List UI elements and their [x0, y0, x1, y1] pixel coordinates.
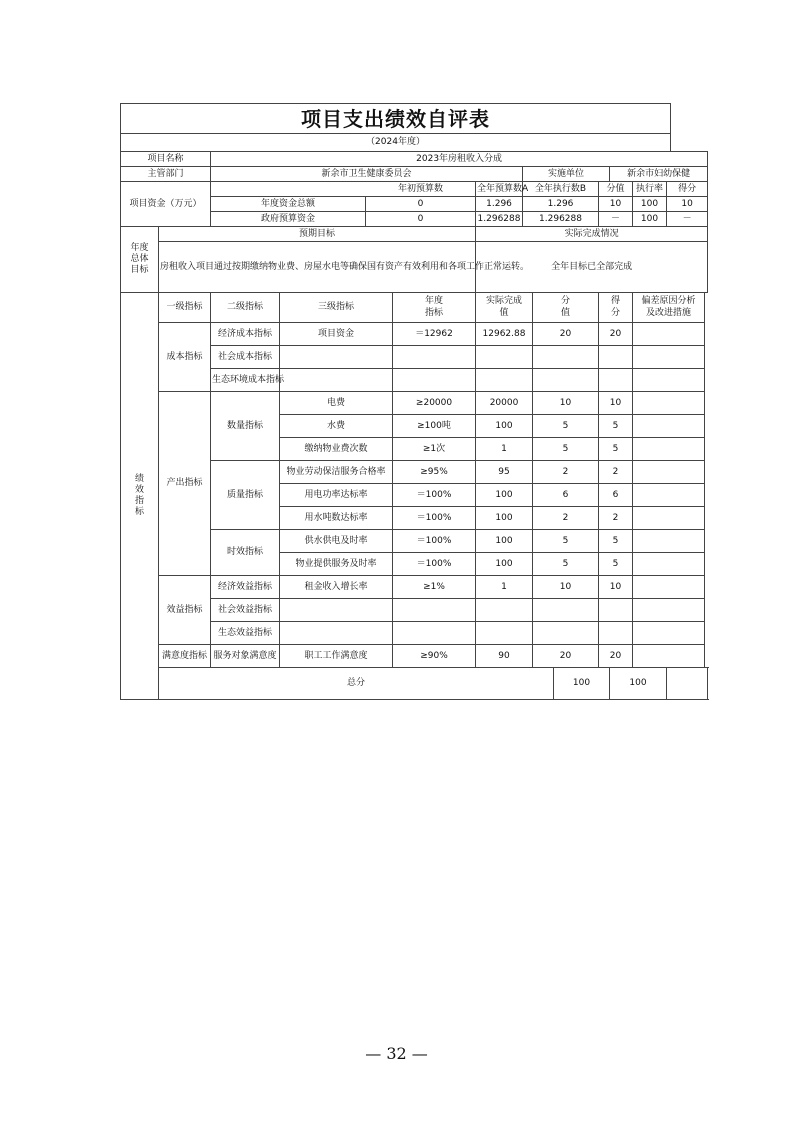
score-cell: 2: [599, 461, 633, 484]
goals-label: 年度总体目标: [121, 227, 159, 293]
value-cell: 2: [533, 461, 599, 484]
table-title: 项目支出绩效自评表: [120, 103, 671, 133]
score-cell: 20: [599, 645, 633, 668]
goals-expected: 房租收入项目通过按期缴纳物业费、房屋水电等确保国有资产有效利用和各项工作正常运转。: [159, 242, 476, 293]
year-note: （2024年度）: [120, 133, 671, 151]
level3-cell: 供水供电及时率: [280, 530, 393, 553]
level2-cell: 社会效益指标: [211, 599, 280, 622]
target-cell: ≥90%: [393, 645, 476, 668]
score-cell: 10: [599, 576, 633, 599]
funds-annual: 1.296: [476, 197, 523, 212]
funds-executed: 1.296288: [523, 212, 599, 227]
total-row: [121, 668, 708, 700]
target-cell: ＝100%: [393, 530, 476, 553]
level3-cell: 用水吨数达标率: [280, 507, 393, 530]
level1-cost: 成本指标: [159, 323, 211, 392]
funds-score-value: －: [599, 212, 633, 227]
actual-cell: 100: [476, 484, 533, 507]
level3-cell: 项目资金: [280, 323, 393, 346]
header-target: 年度指标: [393, 293, 476, 323]
funds-executed: 1.296: [523, 197, 599, 212]
actual-cell: 100: [476, 415, 533, 438]
funds-initial: 0: [366, 212, 476, 227]
table-row: [121, 392, 708, 415]
project-name-label: 项目名称: [121, 152, 211, 167]
level2-cell: 生态效益指标: [211, 622, 280, 645]
level2-quantity: 数量指标: [211, 392, 280, 461]
header-deviation: 偏差原因分析及改进措施: [633, 293, 705, 323]
score-cell: 20: [599, 323, 633, 346]
score-cell: 5: [599, 415, 633, 438]
dept-value: 新余市卫生健康委员会: [211, 167, 523, 182]
actual-cell: 90: [476, 645, 533, 668]
funds-row-name: 年度资金总额: [211, 197, 366, 212]
dept-label: 主管部门: [121, 167, 211, 182]
score-cell: 5: [599, 530, 633, 553]
header-value: 分值: [533, 293, 599, 323]
level2-quality: 质量指标: [211, 461, 280, 530]
target-cell: ≥1次: [393, 438, 476, 461]
value-cell: 5: [533, 530, 599, 553]
header-level1: 一级指标: [159, 293, 211, 323]
funds-header-score: 得分: [667, 182, 708, 197]
performance-table: [120, 151, 708, 700]
value-cell: 10: [533, 392, 599, 415]
actual-cell: 20000: [476, 392, 533, 415]
total-value: 100: [554, 668, 610, 700]
goals-content-row: [121, 242, 708, 293]
target-cell: ＝100%: [393, 484, 476, 507]
funds-annual: 1.296288: [476, 212, 523, 227]
value-cell: 5: [533, 415, 599, 438]
funds-header-executed: 全年执行数B: [523, 182, 599, 197]
actual-cell: 1: [476, 438, 533, 461]
dept-row: [121, 167, 708, 182]
level3-cell: 物业提供服务及时率: [280, 553, 393, 576]
value-cell: 6: [533, 484, 599, 507]
actual-cell: 100: [476, 553, 533, 576]
header-score: 得分: [599, 293, 633, 323]
goals-actual-header: 实际完成情况: [476, 227, 708, 242]
level2-cell: 经济效益指标: [211, 576, 280, 599]
goals-header-row: [121, 227, 708, 242]
funds-rate: 100: [633, 212, 667, 227]
target-cell: ≥100吨: [393, 415, 476, 438]
table-row: [121, 645, 708, 668]
funds-label: 项目资金（万元）: [121, 182, 211, 227]
header-actual: 实际完成值: [476, 293, 533, 323]
level2-cell: 服务对象满意度: [211, 645, 280, 668]
level2-cell: 经济成本指标: [211, 323, 280, 346]
actual-cell: 100: [476, 507, 533, 530]
value-cell: 20: [533, 645, 599, 668]
funds-rate: 100: [633, 197, 667, 212]
target-cell: ≥1%: [393, 576, 476, 599]
level1-satisfaction: 满意度指标: [159, 645, 211, 668]
actual-cell: 100: [476, 530, 533, 553]
level2-cell: 生态环境成本指标: [211, 369, 280, 392]
funds-score: 10: [667, 197, 708, 212]
target-cell: ≥95%: [393, 461, 476, 484]
indicator-section-label: 绩效指标: [121, 293, 159, 700]
actual-cell: 1: [476, 576, 533, 599]
goals-actual: 全年目标已全部完成: [476, 242, 708, 293]
score-cell: 5: [599, 553, 633, 576]
level2-cell: 社会成本指标: [211, 346, 280, 369]
level3-cell: 用电功率达标率: [280, 484, 393, 507]
indicator-header-row: [121, 293, 708, 323]
score-cell: 2: [599, 507, 633, 530]
unit-value: 新余市妇幼保健: [610, 167, 708, 182]
value-cell: 5: [533, 438, 599, 461]
funds-header-initial: 年初预算数: [366, 182, 476, 197]
value-cell: 5: [533, 553, 599, 576]
funds-row-name: 政府预算资金: [211, 212, 366, 227]
funds-header-row: [121, 182, 708, 197]
table-row: [121, 576, 708, 599]
level3-cell: 租金收入增长率: [280, 576, 393, 599]
target-cell: ≥20000: [393, 392, 476, 415]
total-label: 总分: [159, 668, 554, 700]
unit-label: 实施单位: [523, 167, 610, 182]
actual-cell: 95: [476, 461, 533, 484]
funds-initial: 0: [366, 197, 476, 212]
funds-header-rate: 执行率: [633, 182, 667, 197]
table-row: [121, 323, 708, 346]
header-level3: 三级指标: [280, 293, 393, 323]
value-cell: 2: [533, 507, 599, 530]
funds-header-score-value: 分值: [599, 182, 633, 197]
level3-cell: 物业劳动保洁服务合格率: [280, 461, 393, 484]
page-number: — 32 —: [365, 1044, 428, 1063]
funds-header-annual: 全年预算数A: [476, 182, 523, 197]
funds-score-value: 10: [599, 197, 633, 212]
score-cell: 10: [599, 392, 633, 415]
level3-cell: 电费: [280, 392, 393, 415]
level3-cell: 水费: [280, 415, 393, 438]
total-score: 100: [610, 668, 667, 700]
header-level2: 二级指标: [211, 293, 280, 323]
level3-cell: 职工工作满意度: [280, 645, 393, 668]
target-cell: ＝100%: [393, 507, 476, 530]
value-cell: 10: [533, 576, 599, 599]
level2-timeliness: 时效指标: [211, 530, 280, 576]
goals-expected-header: 预期目标: [159, 227, 476, 242]
score-cell: 6: [599, 484, 633, 507]
value-cell: 20: [533, 323, 599, 346]
level1-output: 产出指标: [159, 392, 211, 576]
target-cell: ＝100%: [393, 553, 476, 576]
target-cell: ＝12962: [393, 323, 476, 346]
funds-score: －: [667, 212, 708, 227]
actual-cell: 12962.88: [476, 323, 533, 346]
project-name-value: 2023年房租收入分成: [211, 152, 708, 167]
project-name-row: [121, 152, 708, 167]
score-cell: 5: [599, 438, 633, 461]
level3-cell: 缴纳物业费次数: [280, 438, 393, 461]
level1-benefit: 效益指标: [159, 576, 211, 645]
